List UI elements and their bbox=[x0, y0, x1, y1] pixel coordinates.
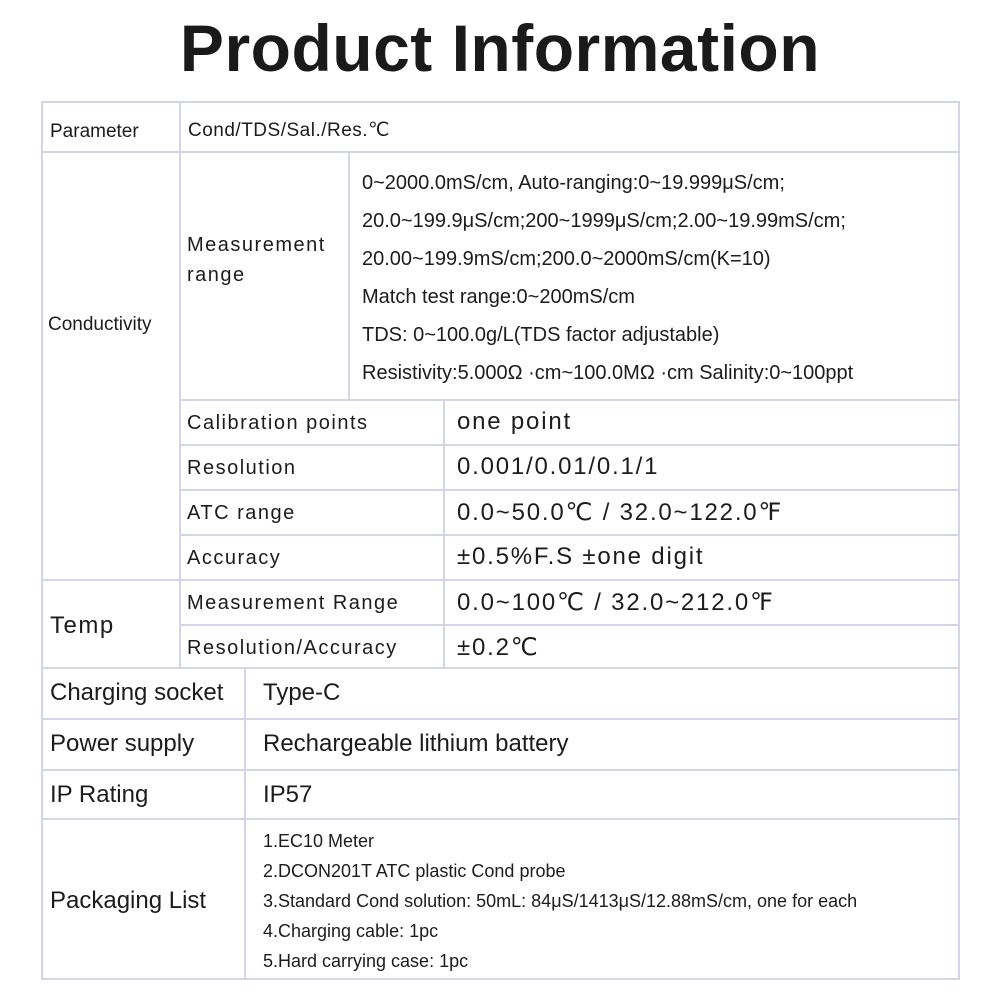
row-divider bbox=[179, 444, 960, 446]
column-divider bbox=[179, 101, 181, 669]
row-divider bbox=[41, 769, 960, 771]
power-supply-value: Rechargeable lithium battery bbox=[263, 730, 569, 757]
calibration-points-label: Calibration points bbox=[187, 412, 369, 434]
temp-resolution-accuracy-label: Resolution/Accuracy bbox=[187, 637, 398, 659]
table-border-left bbox=[41, 101, 43, 980]
measurement-range-line: TDS: 0~100.0g/L(TDS factor adjustable) bbox=[362, 324, 720, 346]
column-divider bbox=[443, 399, 445, 669]
packaging-list-label: Packaging List bbox=[50, 887, 207, 914]
parameter-value: Cond/TDS/Sal./Res.℃ bbox=[188, 120, 390, 141]
measurement-range-line: 20.0~199.9μS/cm;200~1999μS/cm;2.00~19.99mS/cm; bbox=[362, 210, 846, 232]
accuracy-label: Accuracy bbox=[187, 547, 282, 569]
row-divider bbox=[41, 818, 960, 820]
charging-socket-label: Charging socket bbox=[50, 679, 224, 706]
measurement-range-line: 0~2000.0mS/cm, Auto-ranging:0~19.999μS/cm; bbox=[362, 172, 785, 194]
measurement-range-label-line2: range bbox=[187, 264, 246, 286]
accuracy-value: ±0.5%F.S ±one digit bbox=[457, 543, 705, 570]
packaging-list-item: 2.DCON201T ATC plastic Cond probe bbox=[263, 861, 566, 881]
packaging-list-item: 5.Hard carrying case: 1pc bbox=[263, 951, 469, 971]
temp-measurement-range-label: Measurement Range bbox=[187, 592, 400, 614]
ip-rating-value: IP57 bbox=[263, 781, 313, 808]
packaging-list-item: 4.Charging cable: 1pc bbox=[263, 921, 439, 941]
page-title: Product Information bbox=[179, 11, 821, 85]
row-divider bbox=[179, 624, 960, 626]
charging-socket-value: Type-C bbox=[263, 679, 341, 706]
column-divider bbox=[244, 667, 246, 980]
atc-range-value: 0.0~50.0℃ / 32.0~122.0℉ bbox=[457, 499, 784, 526]
table-border-bottom bbox=[41, 978, 960, 980]
row-divider bbox=[179, 534, 960, 536]
measurement-range-line: Match test range:0~200mS/cm bbox=[362, 286, 635, 308]
packaging-list-item: 1.EC10 Meter bbox=[263, 831, 375, 851]
calibration-points-value: one point bbox=[457, 408, 572, 435]
row-divider bbox=[179, 399, 960, 401]
temp-label: Temp bbox=[50, 612, 115, 639]
temp-measurement-range-value: 0.0~100℃ / 32.0~212.0℉ bbox=[457, 589, 775, 616]
temp-resolution-accuracy-value: ±0.2℃ bbox=[457, 634, 540, 661]
packaging-list-item: 3.Standard Cond solution: 50mL: 84μS/1413μS/12.88mS/cm, one for each bbox=[263, 891, 858, 911]
row-divider bbox=[41, 718, 960, 720]
conductivity-label: Conductivity bbox=[48, 314, 152, 335]
column-divider bbox=[348, 151, 350, 401]
atc-range-label: ATC range bbox=[187, 502, 296, 524]
power-supply-label: Power supply bbox=[50, 730, 195, 757]
parameter-label: Parameter bbox=[50, 121, 139, 142]
table-border-right bbox=[958, 101, 960, 980]
resolution-value: 0.001/0.01/0.1/1 bbox=[457, 453, 660, 480]
resolution-label: Resolution bbox=[187, 457, 297, 479]
measurement-range-label-line1: Measurement bbox=[187, 234, 326, 256]
row-divider bbox=[179, 489, 960, 491]
measurement-range-line: Resistivity:5.000Ω ·cm~100.0MΩ ·cm Salinity:0~100ppt bbox=[362, 362, 854, 384]
ip-rating-label: IP Rating bbox=[50, 781, 149, 808]
measurement-range-line: 20.00~199.9mS/cm;200.0~2000mS/cm(K=10) bbox=[362, 248, 771, 270]
